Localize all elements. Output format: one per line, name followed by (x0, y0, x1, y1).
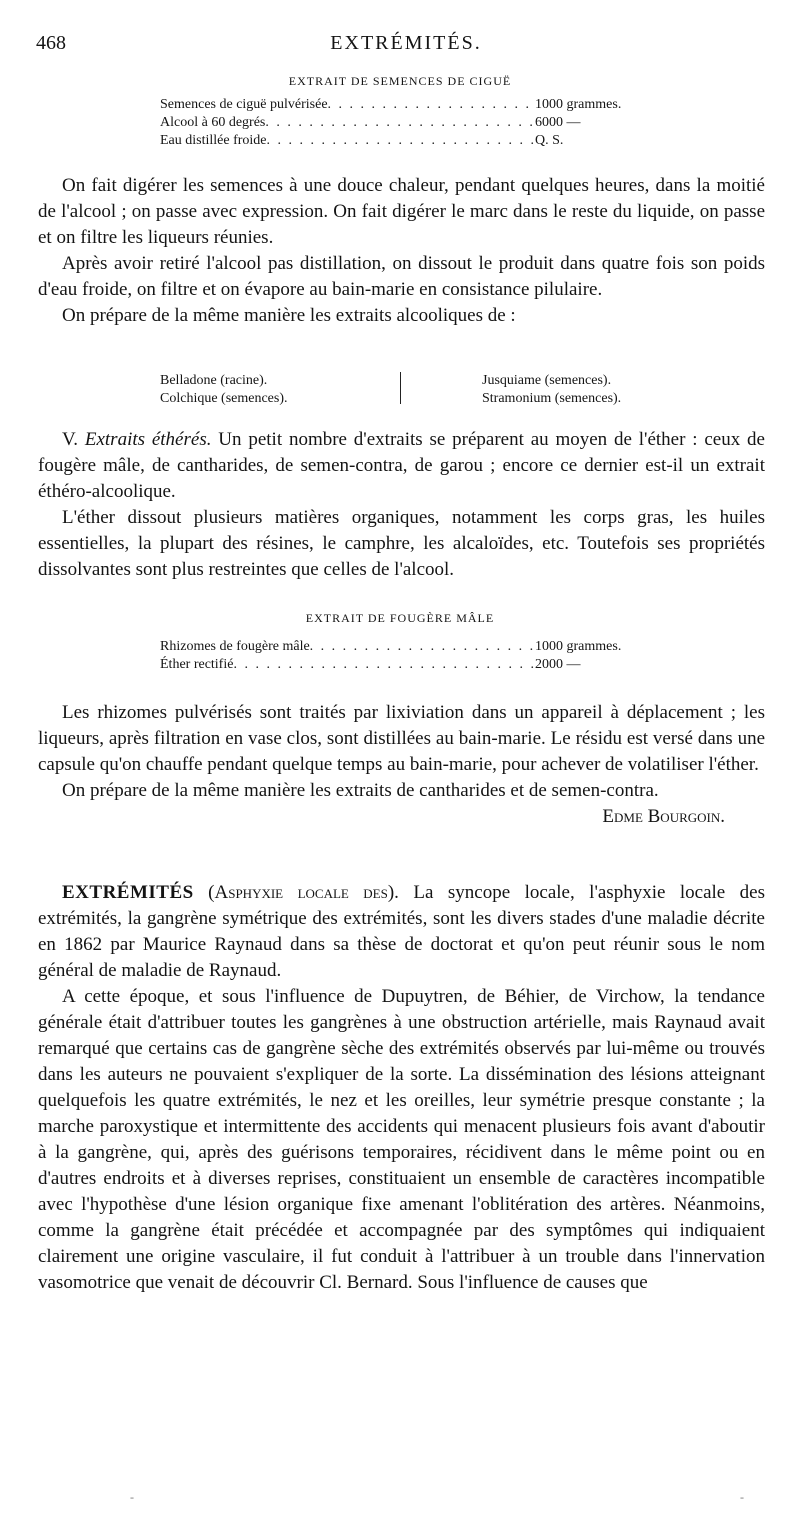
paragraph (38, 427, 765, 505)
paragraph-text: On prépare de la même manière les extraits de cantharides et de semen-contra. (62, 780, 659, 801)
ingredient-name: Éther rectifié (160, 657, 234, 672)
margin-mark: - (740, 1490, 744, 1504)
list-item: Colchique (semences). (160, 391, 288, 406)
ingredient-name: Semences de ciguë pulvérisée (160, 97, 328, 112)
recipe-2-title-wrap (0, 611, 800, 626)
recipe-2-row (160, 639, 645, 657)
paragraph: On fait digérer les semences à une douce chaleur, pendant quelques heures, dans la moitié de l'alcool ; on passe avec expression. On fait digérer le marc dans le reste du liquide, on passe et on filtre les liqueurs réunies. (38, 175, 765, 248)
entry-headword: EXTRÉMITÉS (62, 882, 194, 903)
entry-text: La syncope locale, l'asphyxie locale des extrémités, la gangrène symétrique des extrémités, sont les divers stades d'une maladie décrite en 1862 par Maurice Raynaud dans sa thèse de doctorat et qu'on peut réunir sous le nom général de maladie de Raynaud. (38, 882, 766, 981)
recipe-1-row (160, 115, 645, 133)
list-item: Stramonium (semences). (482, 391, 622, 406)
entry-paragraph: A cette époque, et sous l'influence de Dupuytren, de Béhier, de Virchow, la tendance générale était d'attribuer toutes les gangrènes à une obstruction artérielle, mais Raynaud avait remarqué que certains cas de gangrène sèche des extrémités observés par lui-même ou trouvés dans les auteurs ne pouvaient s'expliquer de la sorte. La dissémination des lésions atteignant quelquefois les quatre extrémités, le nez et les oreilles, leur symétrie presque constante ; la marche paroxystique et intermittente des accidents qui menacent plusieurs fois avant d'aboutir à la gangrène, qui, après des guérisons temporaires, récidivent dans le même point ou en d'autres endroits et à diverses reprises, constituaient un ensemble de caractères incompatible avec l'hypothèse d'une lésion organique fixe amenant l'oblitération des artères. Néanmoins, comme la gangrène était précédée et accompagnée par des symptômes qui indiquaient clairement une origine vasculaire, il fut conduit à l'attribuer à un trouble dans l'innervation vasomotrice que venait de découvrir Cl. Bernard. Sous l'influence de causes que (38, 986, 765, 1293)
ingredient-name: Alcool à 60 degrés (160, 115, 266, 130)
ingredient-qty: 6000 — (535, 115, 581, 130)
page-number: 468 (36, 32, 66, 54)
extract-list-left (160, 372, 288, 408)
recipe-2-title: EXTRAIT DE FOUGÈRE MÂLE (305, 611, 495, 625)
leader-dots (310, 639, 535, 655)
leader-dots (265, 115, 535, 131)
entry-subtitle: (Asphyxie locale des). (208, 882, 399, 903)
margin-mark: - (130, 1490, 134, 1504)
author-signature: Edme Bourgoin. (602, 806, 725, 827)
column-divider (400, 372, 401, 404)
recipe-2-row (160, 657, 645, 675)
paragraph (38, 778, 765, 827)
section-text: Un petit nombre d'extraits se préparent au moyen de l'éther : ceux de fougère mâle, de cantharides, de semen-contra, de garou ; encore ce dernier est-il un extrait éthéro-alcoolique. (38, 429, 765, 502)
recipe-1 (160, 97, 645, 151)
paragraph: Après avoir retiré l'alcool pas distillation, on dissout le produit dans quatre fois son poids d'eau froide, on filtre et on évapore au bain-marie en consistance pilulaire. (38, 253, 765, 300)
ingredient-qty: Q. S. (535, 133, 564, 148)
paragraph: L'éther dissout plusieurs matières organiques, notamment les corps gras, les huiles essentielles, la plupart des résines, le camphre, les alcaloïdes, etc. Toutefois ses propriétés dissolvantes sont plus restreintes que celles de l'alcool. (38, 507, 765, 580)
list-item: Belladone (racine). (160, 373, 268, 388)
leader-dots (267, 133, 535, 149)
running-title: EXTRÉMITÉS. (330, 32, 482, 54)
section-label: V. (62, 429, 79, 450)
recipe-1-row (160, 133, 645, 151)
paragraph: On prépare de la même manière les extraits alcooliques de : (62, 305, 516, 326)
paragraph: Les rhizomes pulvérisés sont traités par lixiviation dans un appareil à déplacement ; les liqueurs, après filtration en vase clos, sont distillées au bain-marie. Le résidu est versé dans une capsule qu'on chauffe pendant quelque temps au bain-marie, pour achever de volatiliser l'éther. (38, 702, 765, 775)
list-item: Jusquiame (semences). (482, 373, 612, 388)
leader-dots (233, 657, 535, 673)
leader-dots (328, 97, 535, 113)
preparation-text-2 (38, 700, 765, 830)
ingredient-name: Eau distillée froide (160, 133, 267, 148)
recipe-2 (160, 639, 645, 675)
page-header (36, 32, 776, 60)
dictionary-entry (38, 880, 765, 1296)
ingredient-qty: 1000 grammes. (535, 639, 622, 654)
section-v (38, 427, 765, 583)
ingredient-qty: 1000 grammes. (535, 97, 622, 112)
preparation-text-1 (38, 173, 765, 329)
recipe-1-row (160, 97, 645, 115)
recipe-1-title: EXTRAIT DE SEMENCES DE CIGUË (288, 74, 512, 88)
ingredient-qty: 2000 — (535, 657, 581, 672)
recipe-1-title-wrap (0, 74, 800, 89)
ingredient-name: Rhizomes de fougère mâle (160, 639, 310, 654)
entry-paragraph (38, 880, 765, 984)
section-title: Extraits éthérés. (84, 429, 212, 450)
extract-list-right (482, 372, 621, 408)
